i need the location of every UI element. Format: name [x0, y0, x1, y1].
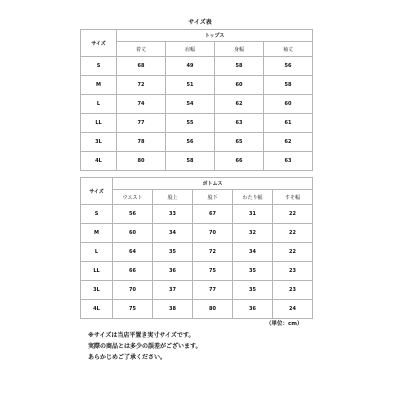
table-cell: 63	[264, 152, 313, 171]
size-label: L	[81, 243, 113, 262]
table-cell: 65	[215, 133, 264, 152]
table-cell: 80	[193, 300, 233, 319]
size-label: 3L	[81, 133, 117, 152]
table-cell: 23	[273, 262, 313, 281]
table-cell: 37	[153, 281, 193, 300]
table-cell: 24	[273, 300, 313, 319]
table-cell: 32	[233, 224, 273, 243]
size-label: M	[81, 76, 117, 95]
table-cell: 70	[113, 281, 153, 300]
table-cell: 35	[153, 243, 193, 262]
tops-corner-label: サイズ	[81, 30, 117, 57]
table-cell: 75	[113, 300, 153, 319]
table-cell: 22	[273, 243, 313, 262]
size-label: 3L	[81, 281, 113, 300]
table-row	[81, 205, 313, 224]
table-cell: 60	[113, 224, 153, 243]
table-cell: 58	[166, 152, 215, 171]
page-title: サイズ表	[188, 19, 212, 26]
table-cell: 33	[153, 205, 193, 224]
size-label: 4L	[81, 300, 113, 319]
table-cell: 75	[193, 262, 233, 281]
table-cell: 54	[166, 95, 215, 114]
bottoms-column-header: すそ幅	[273, 190, 313, 205]
table-cell: 62	[215, 95, 264, 114]
size-label: LL	[81, 114, 117, 133]
table-cell: 80	[117, 152, 166, 171]
table-cell: 55	[166, 114, 215, 133]
bottoms-size-table	[80, 177, 313, 319]
table-row	[81, 262, 313, 281]
size-label: 4L	[81, 152, 117, 171]
table-cell: 67	[193, 205, 233, 224]
table-row	[81, 133, 313, 152]
table-cell: 23	[273, 281, 313, 300]
table-row	[81, 95, 313, 114]
bottoms-column-header: ウエスト	[113, 190, 153, 205]
table-cell: 66	[215, 152, 264, 171]
table-cell: 60	[264, 95, 313, 114]
size-label: S	[81, 205, 113, 224]
bottoms-column-header: 股上	[153, 190, 193, 205]
table-cell: 38	[153, 300, 193, 319]
table-row	[81, 300, 313, 319]
note-line: あらかじめご了承ください。	[88, 354, 167, 361]
table-row	[81, 243, 313, 262]
table-row	[81, 114, 313, 133]
tops-column-header: 身幅	[215, 42, 264, 57]
table-cell: 22	[273, 224, 313, 243]
notes-block	[88, 330, 202, 363]
bottoms-column-header: わたり幅	[233, 190, 273, 205]
tops-column-header: 肩幅	[166, 42, 215, 57]
note-line: 実際の商品とは多少の誤差がございます。	[88, 343, 202, 350]
table-cell: 74	[117, 95, 166, 114]
table-cell: 62	[264, 133, 313, 152]
table-cell: 56	[113, 205, 153, 224]
table-row	[81, 281, 313, 300]
table-cell: 34	[153, 224, 193, 243]
table-row	[81, 57, 313, 76]
table-cell: 49	[166, 57, 215, 76]
table-row	[81, 224, 313, 243]
table-row	[81, 152, 313, 171]
table-cell: 56	[166, 133, 215, 152]
table-cell: 78	[117, 133, 166, 152]
table-cell: 61	[264, 114, 313, 133]
tops-column-header: 袖丈	[264, 42, 313, 57]
table-cell: 35	[233, 281, 273, 300]
size-label: L	[81, 95, 117, 114]
table-cell: 36	[233, 300, 273, 319]
table-cell: 22	[273, 205, 313, 224]
table-cell: 64	[113, 243, 153, 262]
table-cell: 51	[166, 76, 215, 95]
table-cell: 58	[264, 76, 313, 95]
table-cell: 60	[215, 76, 264, 95]
table-cell: 77	[193, 281, 233, 300]
table-cell: 66	[113, 262, 153, 281]
tops-size-table	[80, 29, 313, 171]
table-cell: 72	[117, 76, 166, 95]
table-cell: 68	[117, 57, 166, 76]
table-cell: 72	[193, 243, 233, 262]
table-cell: 63	[215, 114, 264, 133]
table-cell: 58	[215, 57, 264, 76]
tops-column-header: 着丈	[117, 42, 166, 57]
table-cell: 77	[117, 114, 166, 133]
note-line: ※サイズは当店平置き実寸サイズです。	[88, 332, 195, 339]
table-cell: 56	[264, 57, 313, 76]
bottoms-corner-label: サイズ	[81, 178, 113, 205]
table-cell: 31	[233, 205, 273, 224]
bottoms-group-title: ボトムス	[113, 178, 313, 190]
unit-label: （単位：cm）	[266, 321, 303, 327]
size-label: LL	[81, 262, 113, 281]
table-cell: 35	[233, 262, 273, 281]
table-cell: 36	[153, 262, 193, 281]
bottoms-column-header: 股下	[193, 190, 233, 205]
table-cell: 70	[193, 224, 233, 243]
tops-group-title: トップス	[117, 30, 313, 42]
size-label: S	[81, 57, 117, 76]
table-row	[81, 76, 313, 95]
size-label: M	[81, 224, 113, 243]
table-cell: 34	[233, 243, 273, 262]
